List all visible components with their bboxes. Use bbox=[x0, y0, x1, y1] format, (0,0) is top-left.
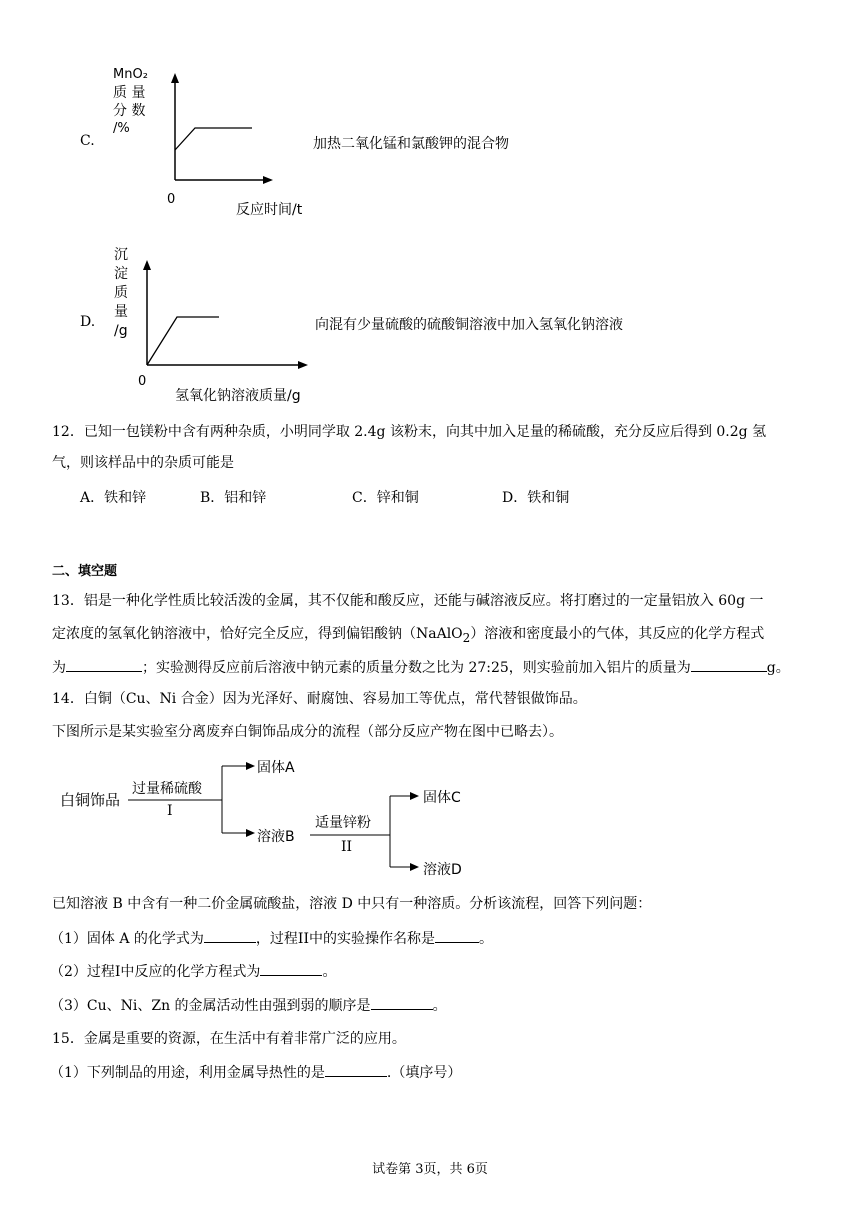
q14-blank-order[interactable] bbox=[371, 995, 433, 1010]
section-title: 二、填空题 bbox=[52, 564, 118, 579]
q13-line-2: 定浓度的氢氧化钠溶液中，恰好完全反应，得到偏铝酸钠（NaAlO$_2$）溶液和密度最小的气体，其反应的化学方程式 bbox=[52, 626, 765, 645]
q14-blank-operation[interactable] bbox=[435, 928, 479, 943]
option-d-label: D. bbox=[80, 314, 96, 330]
option-d-x-axis-label: 氢氧化钠溶液质量/g bbox=[175, 388, 301, 404]
page-footer: 试卷第 3页，共 6页 bbox=[372, 1162, 488, 1177]
q14-sub-1: （1）固体 A 的化学式为 ，过程II中的实验操作名称是 。 bbox=[50, 928, 810, 949]
option-d-curve bbox=[147, 317, 219, 365]
q14-blank-formula[interactable] bbox=[204, 928, 256, 943]
q12-line-1: 12．已知一包镁粉中含有两种杂质，小明同学取 2.4g 该粉末，向其中加入足量的稀硫酸，充分反应后得到 0.2g 氢 bbox=[52, 424, 767, 440]
option-c-label: C. bbox=[80, 133, 95, 149]
q14-blank-equation[interactable] bbox=[260, 961, 322, 976]
option-d-description: 向混有少量硫酸的硫酸铜溶液中加入氢氧化钠溶液 bbox=[315, 317, 623, 333]
option-c-axes bbox=[160, 70, 280, 190]
flow-step1-number: I bbox=[167, 803, 173, 819]
q14-line-1: 14．白铜（Cu、Ni 合金）因为光泽好、耐腐蚀、容易加工等优点，常代替银做饰品。 bbox=[52, 691, 587, 707]
q14-line-3: 已知溶液 B 中含有一种二价金属硫酸盐，溶液 D 中只有一种溶质。分析该流程，回答下列问题： bbox=[52, 896, 652, 912]
q15-line-1: 15．金属是重要的资源，在生活中有着非常广泛的应用。 bbox=[52, 1031, 406, 1047]
flow-solution-b: 溶液B bbox=[257, 829, 295, 845]
q12-choice-a: A．铁和锌 bbox=[80, 490, 147, 506]
q14-line-2: 下图所示是某实验室分离废弃白铜饰品成分的流程（部分反应产物在图中已略去）。 bbox=[52, 724, 563, 740]
q13-line-1: 13．铝是一种化学性质比较活泼的金属，其不仅能和酸反应，还能与碱溶液反应。将打磨过的一定量铝放入 60g 一 bbox=[52, 593, 764, 609]
q15-blank-answer[interactable] bbox=[325, 1062, 387, 1077]
flow-step1-reagent: 过量稀硫酸 bbox=[132, 781, 202, 797]
q14-sub-2: （2）过程I中反应的化学方程式为 。 bbox=[50, 961, 810, 982]
flow-step2-reagent: 适量锌粉 bbox=[315, 815, 371, 831]
option-d-y-axis-label: 沉 淀 质 量 /g bbox=[114, 247, 128, 339]
option-d-axes bbox=[135, 255, 315, 375]
option-c-description: 加热二氧化锰和氯酸钾的混合物 bbox=[313, 136, 509, 152]
option-c-y-axis-label: MnO₂ 质 量 分 数 /% bbox=[113, 67, 148, 136]
flow-solution-d: 溶液D bbox=[423, 862, 462, 878]
q13-blank-equation[interactable] bbox=[66, 657, 142, 672]
flow-arrows bbox=[0, 750, 480, 880]
flow-start: 白铜饰品 bbox=[60, 791, 121, 809]
q15-sub-1: （1）下列制品的用途，利用金属导热性的是 .（填序号） bbox=[50, 1062, 810, 1083]
option-c-curve bbox=[175, 128, 252, 150]
option-c-x-axis-label: 反应时间/t bbox=[236, 202, 303, 218]
flow-step2-number: II bbox=[341, 839, 353, 855]
q14-sub-3: （3）Cu、Ni、Zn 的金属活动性由强到弱的顺序是 。 bbox=[50, 995, 810, 1016]
q12-choice-c: C．锌和铜 bbox=[352, 490, 419, 506]
option-c-origin: 0 bbox=[167, 192, 176, 207]
q13-blank-mass[interactable] bbox=[691, 657, 767, 672]
flow-solid-a: 固体A bbox=[257, 760, 295, 776]
q12-choice-b: B．铝和锌 bbox=[200, 490, 267, 506]
flow-solid-c: 固体C bbox=[423, 790, 461, 806]
q12-choice-d: D．铁和铜 bbox=[502, 490, 570, 506]
q13-line-3: 为 ；实验测得反应前后溶液中钠元素的质量分数之比为 27:25，则实验前加入铝片的质量为 g。 bbox=[52, 657, 812, 678]
q12-line-2: 气，则该样品中的杂质可能是 bbox=[52, 455, 234, 471]
option-d-origin: 0 bbox=[138, 374, 147, 389]
